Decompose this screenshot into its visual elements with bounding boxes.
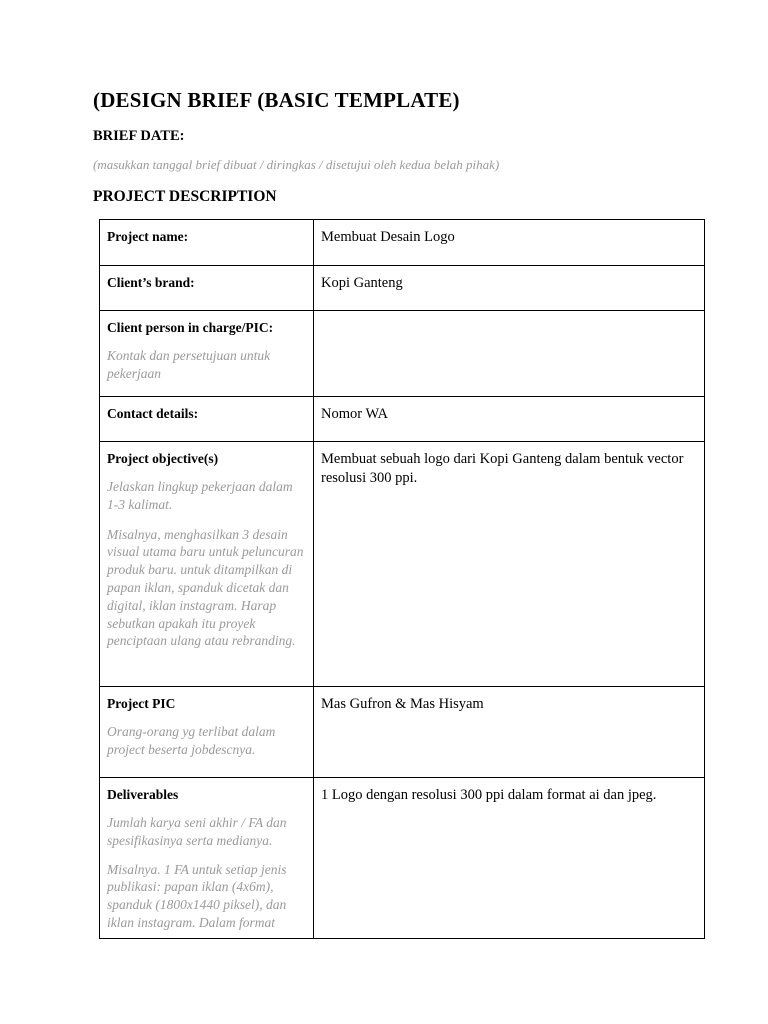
label-cell xyxy=(100,311,314,397)
table-row-project-objectives xyxy=(100,442,705,687)
field-label: Project name: xyxy=(107,229,189,244)
table-row-client-pic xyxy=(100,311,705,397)
brief-date-label: BRIEF DATE: xyxy=(93,128,185,144)
value-cell[interactable]: 1 Logo dengan resolusi 300 ppi dalam format ai dan jpeg. xyxy=(314,778,705,939)
table-row-project-pic xyxy=(100,687,705,778)
field-label: Client person in charge/PIC: xyxy=(107,320,274,335)
field-label: Project objective(s) xyxy=(107,451,219,466)
field-label: Client’s brand: xyxy=(107,275,195,290)
table-row-project-name xyxy=(100,220,705,266)
table-row-deliverables xyxy=(100,778,705,939)
field-label: Deliverables xyxy=(107,787,179,802)
field-hint: Orang-orang yg terlibat dalam project beserta jobdescnya. xyxy=(107,724,276,757)
section-title: PROJECT DESCRIPTION xyxy=(93,188,277,205)
label-cell xyxy=(100,778,314,939)
value-cell[interactable]: Kopi Ganteng xyxy=(314,266,705,311)
project-description-table xyxy=(99,219,705,939)
field-hint-example: Misalnya. 1 FA untuk setiap jenis publikasi: papan iklan (4x6m), spanduk (1800x1440 piksel), dan iklan instagram. Dalam format xyxy=(107,861,287,930)
field-label: Contact details: xyxy=(107,406,199,421)
table-row-client-brand xyxy=(100,266,705,311)
value-cell[interactable]: Mas Gufron & Mas Hisyam xyxy=(314,687,705,778)
label-cell xyxy=(100,266,314,311)
value-cell[interactable]: Nomor WA xyxy=(314,397,705,442)
label-cell xyxy=(100,442,314,687)
value-cell[interactable]: Membuat sebuah logo dari Kopi Ganteng dalam bentuk vector resolusi 300 ppi. xyxy=(314,442,705,687)
table-row-contact-details xyxy=(100,397,705,442)
field-hint-example: Misalnya, menghasilkan 3 desain visual utama baru untuk peluncuran produk baru. untuk ditampilkan di papan iklan, spanduk dicetak dan digital, iklan instagram. Harap sebutkan apakah itu proyek penciptaan ulang atau rebranding. xyxy=(107,526,304,649)
value-cell[interactable] xyxy=(314,311,705,397)
brief-date-note: (masukkan tanggal brief dibuat / diringkas / disetujui oleh kedua belah pihak) xyxy=(93,157,500,172)
field-label: Project PIC xyxy=(107,696,176,711)
label-cell xyxy=(100,687,314,778)
field-hint: Jumlah karya seni akhir / FA dan spesifikasinya serta medianya. xyxy=(107,815,287,848)
label-cell xyxy=(100,397,314,442)
label-cell xyxy=(100,220,314,266)
document-title: (DESIGN BRIEF (BASIC TEMPLATE) xyxy=(93,88,460,112)
value-cell[interactable]: Membuat Desain Logo xyxy=(314,220,705,266)
field-hint: Kontak dan persetujuan untuk pekerjaan xyxy=(107,348,271,381)
field-hint: Jelaskan lingkup pekerjaan dalam 1-3 kalimat. xyxy=(107,479,293,512)
